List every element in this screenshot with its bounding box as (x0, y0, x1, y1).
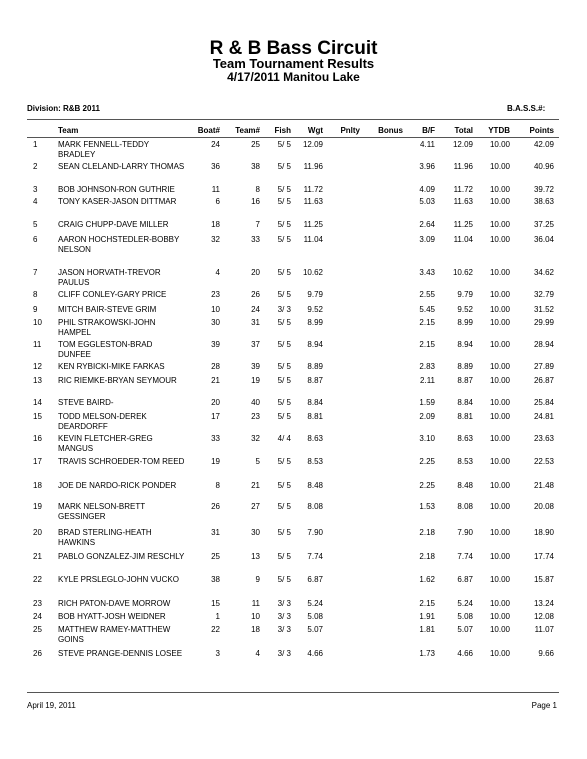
row-points: 26.87 (533, 376, 554, 385)
row-rank: 14 (33, 398, 42, 407)
row-rank: 2 (33, 162, 38, 171)
row-fish: 5/ 5 (277, 362, 291, 371)
row-wgt: 8.99 (307, 318, 323, 327)
row-ytdb: 10.00 (489, 376, 510, 385)
row-teamno: 7 (255, 220, 260, 229)
row-wgt: 8.84 (307, 398, 323, 407)
row-ytdb: 10.00 (489, 502, 510, 511)
row-rank: 25 (33, 625, 42, 634)
row-ytdb: 10.00 (489, 362, 510, 371)
row-bf: 1.59 (419, 398, 435, 407)
row-boat: 1 (215, 612, 220, 621)
row-fish: 3/ 3 (277, 649, 291, 658)
row-rank: 10 (33, 318, 42, 327)
row-wgt: 8.53 (307, 457, 323, 466)
row-rank: 7 (33, 268, 38, 277)
row-total: 8.89 (457, 362, 473, 371)
row-rank: 24 (33, 612, 42, 621)
row-fish: 5/ 5 (277, 162, 291, 171)
row-teamno: 31 (251, 318, 260, 327)
report-subtitle: Team Tournament Results (212, 56, 375, 71)
row-total: 11.63 (453, 197, 473, 206)
row-teamno: 24 (251, 305, 260, 314)
row-ytdb: 10.00 (489, 318, 510, 327)
col-ytdb: YTDB (488, 126, 510, 135)
col-wgt: Wgt (307, 126, 323, 135)
row-bf: 1.62 (419, 575, 435, 584)
row-rank: 1 (33, 140, 38, 149)
row-teamno: 18 (251, 625, 260, 634)
bass-number-label: B.A.S.S.#: (507, 104, 546, 113)
row-boat: 6 (215, 197, 220, 206)
row-rank: 22 (33, 575, 42, 584)
row-ytdb: 10.00 (489, 340, 510, 349)
row-teamno: 16 (251, 197, 260, 206)
row-boat: 24 (211, 140, 220, 149)
row-total: 8.99 (457, 318, 473, 327)
row-teamno: 33 (251, 235, 260, 244)
row-rank: 8 (33, 290, 38, 299)
row-team: CRAIG CHUPP-DAVE MILLER (58, 220, 169, 229)
row-points: 38.63 (533, 197, 554, 206)
row-boat: 15 (211, 599, 220, 608)
row-ytdb: 10.00 (489, 268, 510, 277)
col-total: Total (454, 126, 473, 135)
row-team: PHIL STRAKOWSKI-JOHN HAMPEL (58, 318, 156, 337)
row-wgt: 5.07 (307, 625, 323, 634)
row-team: TODD MELSON-DEREK DEARDORFF (58, 412, 147, 431)
row-boat: 26 (211, 502, 220, 511)
row-wgt: 11.96 (303, 162, 323, 171)
row-wgt: 7.74 (307, 552, 323, 561)
row-boat: 39 (211, 340, 220, 349)
row-boat: 18 (211, 220, 220, 229)
row-team: RIC RIEMKE-BRYAN SEYMOUR (58, 376, 177, 385)
row-ytdb: 10.00 (489, 612, 510, 621)
row-bf: 1.53 (419, 502, 435, 511)
col-bf: B/F (422, 126, 435, 135)
row-rank: 6 (33, 235, 38, 244)
row-wgt: 8.81 (307, 412, 323, 421)
row-teamno: 39 (251, 362, 260, 371)
row-team: SEAN CLELAND-LARRY THOMAS (58, 162, 185, 171)
row-rank: 20 (33, 528, 42, 537)
row-team: TONY KASER-JASON DITTMAR (58, 197, 177, 206)
row-boat: 20 (211, 398, 220, 407)
row-ytdb: 10.00 (489, 398, 510, 407)
row-ytdb: 10.00 (489, 305, 510, 314)
col-bonus: Bonus (378, 126, 403, 135)
row-rank: 5 (33, 220, 38, 229)
row-boat: 19 (211, 457, 220, 466)
row-ytdb: 10.00 (489, 185, 510, 194)
row-points: 31.52 (533, 305, 554, 314)
row-boat: 22 (211, 625, 220, 634)
row-points: 13.24 (533, 599, 554, 608)
row-wgt: 11.63 (303, 197, 323, 206)
row-ytdb: 10.00 (489, 434, 510, 443)
row-teamno: 19 (251, 376, 260, 385)
row-total: 11.72 (453, 185, 473, 194)
row-fish: 5/ 5 (277, 412, 291, 421)
row-teamno: 25 (251, 140, 260, 149)
row-fish: 5/ 5 (277, 398, 291, 407)
row-boat: 23 (211, 290, 220, 299)
row-bf: 5.45 (419, 305, 435, 314)
row-total: 4.66 (457, 649, 473, 658)
footer-date: April 19, 2011 (27, 701, 76, 710)
row-bf: 2.83 (419, 362, 435, 371)
row-total: 9.79 (457, 290, 473, 299)
row-bf: 2.11 (420, 376, 435, 385)
row-team: MITCH BAIR-STEVE GRIM (58, 305, 157, 314)
row-ytdb: 10.00 (489, 625, 510, 634)
row-wgt: 5.08 (307, 612, 323, 621)
row-points: 36.04 (533, 235, 554, 244)
row-ytdb: 10.00 (489, 197, 510, 206)
row-teamno: 37 (251, 340, 260, 349)
row-bf: 2.15 (419, 340, 435, 349)
row-rank: 17 (33, 457, 42, 466)
row-wgt: 8.89 (307, 362, 323, 371)
row-wgt: 8.08 (307, 502, 323, 511)
row-points: 27.89 (533, 362, 554, 371)
row-total: 8.48 (457, 481, 473, 490)
row-teamno: 11 (251, 599, 260, 608)
row-teamno: 27 (251, 502, 260, 511)
row-points: 34.62 (533, 268, 554, 277)
row-team: MATTHEW RAMEY-MATTHEW GOINS (58, 625, 171, 644)
col-boat: Boat# (197, 126, 220, 135)
row-boat: 3 (215, 649, 220, 658)
row-fish: 5/ 5 (277, 376, 291, 385)
row-points: 17.74 (533, 552, 554, 561)
row-boat: 38 (211, 575, 220, 584)
row-total: 5.08 (457, 612, 473, 621)
row-points: 22.53 (533, 457, 554, 466)
row-team: JOE DE NARDO-RICK PONDER (58, 481, 177, 490)
row-total: 10.62 (452, 268, 473, 277)
row-bf: 3.96 (419, 162, 435, 171)
row-ytdb: 10.00 (489, 235, 510, 244)
row-teamno: 8 (255, 185, 260, 194)
row-fish: 5/ 5 (277, 457, 291, 466)
row-bf: 2.25 (419, 457, 435, 466)
row-ytdb: 10.00 (489, 599, 510, 608)
row-fish: 4/ 4 (277, 434, 291, 443)
row-points: 11.07 (534, 625, 554, 634)
row-total: 8.84 (457, 398, 473, 407)
row-team: TOM EGGLESTON-BRAD DUNFEE (58, 340, 153, 359)
row-bf: 2.64 (419, 220, 435, 229)
row-points: 23.63 (533, 434, 554, 443)
row-points: 21.48 (533, 481, 554, 490)
row-points: 9.66 (538, 649, 554, 658)
row-wgt: 6.87 (307, 575, 323, 584)
row-fish: 3/ 3 (277, 625, 291, 634)
row-wgt: 7.90 (307, 528, 323, 537)
row-teamno: 21 (251, 481, 260, 490)
row-bf: 1.73 (419, 649, 435, 658)
col-teamno: Team# (235, 126, 260, 135)
row-wgt: 12.09 (302, 140, 323, 149)
row-points: 40.96 (533, 162, 554, 171)
col-points: Points (529, 126, 554, 135)
division-label: Division: R&B 2011 (27, 104, 100, 113)
row-points: 12.08 (533, 612, 554, 621)
row-teamno: 13 (251, 552, 260, 561)
row-boat: 31 (211, 528, 220, 537)
row-points: 15.87 (533, 575, 554, 584)
row-fish: 5/ 5 (277, 290, 291, 299)
row-teamno: 26 (251, 290, 260, 299)
row-rank: 16 (33, 434, 42, 443)
row-team: PABLO GONZALEZ-JIM RESCHLY (58, 552, 185, 561)
row-team: CLIFF CONLEY-GARY PRICE (58, 290, 167, 299)
row-points: 18.90 (533, 528, 554, 537)
header-top-rule (27, 119, 559, 120)
row-fish: 5/ 5 (277, 502, 291, 511)
col-pnlty: Pnlty (340, 126, 360, 135)
row-total: 8.08 (457, 502, 473, 511)
row-team: KEVIN FLETCHER-GREG MANGUS (58, 434, 153, 453)
header-bottom-rule (27, 137, 559, 138)
row-total: 11.96 (453, 162, 473, 171)
row-rank: 23 (33, 599, 42, 608)
row-points: 25.84 (533, 398, 554, 407)
row-ytdb: 10.00 (489, 575, 510, 584)
row-bf: 3.43 (419, 268, 435, 277)
row-teamno: 40 (251, 398, 260, 407)
row-team: RICH PATON-DAVE MORROW (58, 599, 171, 608)
row-fish: 5/ 5 (277, 185, 291, 194)
row-teamno: 32 (251, 434, 260, 443)
row-teamno: 10 (251, 612, 260, 621)
row-team: STEVE PRANGE-DENNIS LOSEE (58, 649, 183, 658)
row-bf: 2.15 (419, 599, 435, 608)
row-total: 8.53 (457, 457, 473, 466)
row-team: STEVE BAIRD- (58, 398, 114, 407)
row-ytdb: 10.00 (489, 481, 510, 490)
row-boat: 25 (211, 552, 220, 561)
row-team: AARON HOCHSTEDLER-BOBBY NELSON (58, 235, 180, 254)
row-bf: 2.25 (419, 481, 435, 490)
row-team: KYLE PRSLEGLO-JOHN VUCKO (58, 575, 179, 584)
row-fish: 5/ 5 (277, 481, 291, 490)
row-bf: 3.09 (419, 235, 435, 244)
row-fish: 5/ 5 (277, 140, 291, 149)
row-wgt: 4.66 (307, 649, 323, 658)
row-bf: 2.15 (419, 318, 435, 327)
row-points: 24.81 (533, 412, 554, 421)
row-team: BOB JOHNSON-RON GUTHRIE (58, 185, 175, 194)
row-teamno: 23 (251, 412, 260, 421)
row-rank: 21 (33, 552, 42, 561)
row-boat: 10 (211, 305, 220, 314)
row-rank: 3 (33, 185, 38, 194)
row-team: TRAVIS SCHROEDER-TOM REED (58, 457, 185, 466)
row-wgt: 11.72 (303, 185, 323, 194)
row-total: 9.52 (457, 305, 473, 314)
row-fish: 3/ 3 (277, 612, 291, 621)
row-ytdb: 10.00 (489, 649, 510, 658)
row-points: 20.08 (533, 502, 554, 511)
row-wgt: 10.62 (302, 268, 323, 277)
row-points: 28.94 (533, 340, 554, 349)
row-fish: 5/ 5 (277, 528, 291, 537)
row-boat: 33 (211, 434, 220, 443)
row-total: 5.24 (457, 599, 473, 608)
row-wgt: 9.79 (307, 290, 323, 299)
row-ytdb: 10.00 (489, 552, 510, 561)
row-total: 11.04 (453, 235, 473, 244)
row-ytdb: 10.00 (489, 412, 510, 421)
row-total: 6.87 (457, 575, 473, 584)
row-total: 7.90 (457, 528, 473, 537)
row-boat: 11 (211, 185, 220, 194)
row-points: 39.72 (533, 185, 554, 194)
row-team: MARK FENNELL-TEDDY BRADLEY (58, 140, 149, 159)
row-teamno: 20 (251, 268, 260, 277)
row-total: 8.63 (457, 434, 473, 443)
col-team: Team (58, 126, 79, 135)
row-rank: 19 (33, 502, 42, 511)
row-ytdb: 10.00 (489, 162, 510, 171)
row-total: 11.25 (453, 220, 473, 229)
row-points: 42.09 (533, 140, 554, 149)
row-wgt: 5.24 (307, 599, 323, 608)
row-bf: 2.18 (419, 552, 435, 561)
row-fish: 5/ 5 (277, 235, 291, 244)
row-ytdb: 10.00 (489, 220, 510, 229)
row-boat: 8 (215, 481, 220, 490)
row-total: 8.87 (457, 376, 473, 385)
row-bf: 4.11 (420, 140, 435, 149)
row-wgt: 8.87 (307, 376, 323, 385)
row-boat: 30 (211, 318, 220, 327)
row-boat: 36 (211, 162, 220, 171)
row-fish: 5/ 5 (277, 575, 291, 584)
row-ytdb: 10.00 (489, 528, 510, 537)
row-fish: 3/ 3 (277, 599, 291, 608)
row-rank: 15 (33, 412, 42, 421)
event-line: 4/17/2011 Manitou Lake (227, 70, 360, 84)
row-rank: 13 (33, 376, 42, 385)
row-fish: 5/ 5 (277, 552, 291, 561)
row-team: KEN RYBICKI-MIKE FARKAS (58, 362, 165, 371)
row-bf: 1.91 (419, 612, 435, 621)
row-wgt: 9.52 (307, 305, 323, 314)
report-title: R & B Bass Circuit (209, 38, 378, 59)
row-bf: 1.81 (419, 625, 435, 634)
row-rank: 18 (33, 481, 42, 490)
row-teamno: 30 (251, 528, 260, 537)
row-ytdb: 10.00 (489, 457, 510, 466)
row-boat: 28 (211, 362, 220, 371)
row-teamno: 9 (255, 575, 260, 584)
row-total: 7.74 (457, 552, 473, 561)
row-wgt: 11.04 (303, 235, 323, 244)
row-ytdb: 10.00 (489, 140, 510, 149)
row-fish: 5/ 5 (277, 197, 291, 206)
row-wgt: 11.25 (303, 220, 323, 229)
row-rank: 26 (33, 649, 42, 658)
row-rank: 12 (33, 362, 42, 371)
row-bf: 2.18 (419, 528, 435, 537)
row-team: BOB HYATT-JOSH WEIDNER (58, 612, 166, 621)
row-wgt: 8.48 (307, 481, 323, 490)
row-bf: 5.03 (419, 197, 435, 206)
row-bf: 2.09 (419, 412, 435, 421)
row-boat: 17 (211, 412, 220, 421)
row-team: MARK NELSON-BRETT GESSINGER (58, 502, 145, 521)
row-points: 29.99 (533, 318, 554, 327)
row-bf: 2.55 (419, 290, 435, 299)
row-bf: 3.10 (419, 434, 435, 443)
row-ytdb: 10.00 (489, 290, 510, 299)
row-total: 8.81 (457, 412, 473, 421)
row-boat: 4 (215, 268, 220, 277)
row-bf: 4.09 (419, 185, 435, 194)
col-fish: Fish (274, 126, 291, 135)
row-rank: 11 (33, 340, 42, 349)
row-fish: 3/ 3 (277, 305, 291, 314)
row-fish: 5/ 5 (277, 268, 291, 277)
row-rank: 9 (33, 305, 38, 314)
footer-page: Page 1 (531, 701, 557, 710)
row-boat: 32 (211, 235, 220, 244)
row-team: JASON HORVATH-TREVOR PAULUS (58, 268, 161, 287)
row-fish: 5/ 5 (277, 318, 291, 327)
row-team: BRAD STERLING-HEATH HAWKINS (58, 528, 152, 547)
row-wgt: 8.63 (307, 434, 323, 443)
row-points: 32.79 (533, 290, 554, 299)
row-points: 37.25 (533, 220, 554, 229)
row-teamno: 38 (251, 162, 260, 171)
row-wgt: 8.94 (307, 340, 323, 349)
row-teamno: 5 (255, 457, 260, 466)
row-fish: 5/ 5 (277, 340, 291, 349)
row-total: 5.07 (457, 625, 473, 634)
row-boat: 21 (211, 376, 220, 385)
row-fish: 5/ 5 (277, 220, 291, 229)
row-total: 8.94 (457, 340, 473, 349)
footer-rule (27, 692, 559, 693)
row-teamno: 4 (255, 649, 260, 658)
row-rank: 4 (33, 197, 38, 206)
row-total: 12.09 (452, 140, 473, 149)
